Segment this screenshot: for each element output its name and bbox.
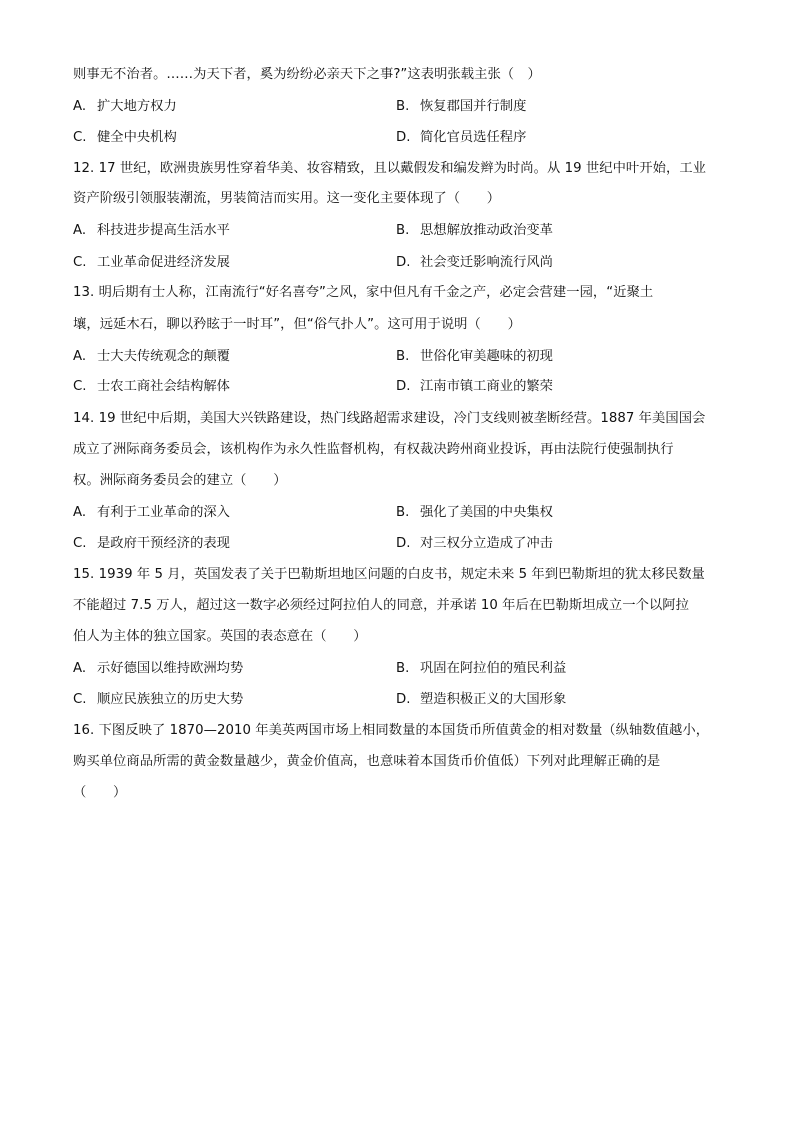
q12-stem-line-2: 资产阶级引领服装潮流，男装简洁而实用。这一变化主要体现了（ ） xyxy=(73,191,501,206)
option-letter: C. xyxy=(73,536,87,551)
option-letter: B. xyxy=(396,99,410,114)
option-text: 工业革命促进经济发展 xyxy=(97,255,230,270)
option-letter: C. xyxy=(73,379,87,394)
option-text: 强化了美国的中央集权 xyxy=(420,505,553,520)
option-letter: D. xyxy=(396,692,411,707)
q12-option-d[interactable] xyxy=(396,253,553,273)
q15-stem-line-3: 伯人为主体的独立国家。英国的表态意在（ ） xyxy=(73,629,367,644)
q14-stem-line-2: 成立了洲际商务委员会，该机构作为永久性监督机构，有权裁决跨州商业投诉，再由法院行使强制执行 xyxy=(73,442,674,457)
q14-option-a[interactable] xyxy=(73,503,230,523)
q13-option-d[interactable] xyxy=(396,377,553,397)
q14-option-d[interactable] xyxy=(396,534,553,554)
q11-options-row-1 xyxy=(73,97,723,117)
q12-option-b[interactable] xyxy=(396,221,553,241)
q13-option-a[interactable] xyxy=(73,347,230,367)
q15-stem-line-2: 不能超过 7.5 万人，超过这一数字必须经过阿拉伯人的同意，并承诺 10 年后在巴勒斯坦成立一个以阿拉 xyxy=(73,598,689,613)
q14-option-b[interactable] xyxy=(396,503,553,523)
option-letter: C. xyxy=(73,130,87,145)
option-text: 有利于工业革命的深入 xyxy=(97,505,230,520)
q14-options-row-1 xyxy=(73,503,723,523)
option-text: 士农工商社会结构解体 xyxy=(97,379,230,394)
q11-option-c[interactable] xyxy=(73,128,177,148)
q15-option-a[interactable] xyxy=(73,659,243,679)
q11-stem-continuation: 则事无不治者。……为天下者，奚为纷纷必亲天下之事?”这表明张载主张（ ） xyxy=(73,67,541,82)
q16-stem-line-3: （ ） xyxy=(73,785,127,800)
q13-stem-line-1: 13. 明后期有士人称，江南流行“好名喜夸”之风，家中但凡有千金之产，必定会营建一园，“近聚土 xyxy=(73,285,654,300)
option-text: 健全中央机构 xyxy=(97,130,177,145)
option-text: 是政府干预经济的表现 xyxy=(97,536,230,551)
q15-options-row-1 xyxy=(73,659,723,679)
q15-option-d[interactable] xyxy=(396,690,566,710)
q13-option-c[interactable] xyxy=(73,377,230,397)
option-text: 江南市镇工商业的繁荣 xyxy=(420,379,553,394)
q14-stem-line-1: 14. 19 世纪中后期，美国大兴铁路建设，热门线路超需求建设，冷门支线则被垄断经营。1887 年美国国会 xyxy=(73,411,706,426)
option-text: 思想解放推动政治变革 xyxy=(420,223,553,238)
option-letter: C. xyxy=(73,255,87,270)
option-text: 对三权分立造成了冲击 xyxy=(420,536,553,551)
q11-option-b[interactable] xyxy=(396,97,526,117)
q11-option-a[interactable] xyxy=(73,97,177,117)
option-text: 扩大地方权力 xyxy=(97,99,177,114)
q15-stem-line-1: 15. 1939 年 5 月，英国发表了关于巴勒斯坦地区问题的白皮书，规定未来 5 年到巴勒斯坦的犹太移民数量 xyxy=(73,567,705,582)
option-letter: A. xyxy=(73,661,87,676)
q14-stem-line-3: 权。洲际商务委员会的建立（ ） xyxy=(73,473,287,488)
q12-option-c[interactable] xyxy=(73,253,230,273)
q13-options-row-2 xyxy=(73,377,723,397)
option-letter: D. xyxy=(396,130,411,145)
option-letter: A. xyxy=(73,99,87,114)
q12-option-a[interactable] xyxy=(73,221,230,241)
option-letter: B. xyxy=(396,505,410,520)
option-letter: B. xyxy=(396,223,410,238)
option-letter: D. xyxy=(396,379,411,394)
option-text: 示好德国以维持欧洲均势 xyxy=(97,661,244,676)
option-text: 简化官员选任程序 xyxy=(420,130,527,145)
q15-option-b[interactable] xyxy=(396,659,566,679)
option-letter: A. xyxy=(73,223,87,238)
option-text: 士大夫传统观念的颠覆 xyxy=(97,349,230,364)
q12-stem-line-1: 12. 17 世纪，欧洲贵族男性穿着华美、妆容精致，且以戴假发和编发辫为时尚。从 19 世纪中叶开始，工业 xyxy=(73,161,707,176)
option-letter: A. xyxy=(73,349,87,364)
option-letter: D. xyxy=(396,255,411,270)
option-text: 塑造积极正义的大国形象 xyxy=(420,692,567,707)
option-text: 世俗化审美趣味的初现 xyxy=(420,349,553,364)
option-text: 巩固在阿拉伯的殖民利益 xyxy=(420,661,567,676)
q15-options-row-2 xyxy=(73,690,723,710)
q11-options-row-2 xyxy=(73,128,723,148)
q14-options-row-2 xyxy=(73,534,723,554)
q11-option-d[interactable] xyxy=(396,128,526,148)
q15-option-c[interactable] xyxy=(73,690,243,710)
option-letter: A. xyxy=(73,505,87,520)
q16-stem-line-2: 购买单位商品所需的黄金数量越少，黄金价值高，也意味着本国货币价值低）下列对此理解正确的是 xyxy=(73,754,661,769)
option-text: 社会变迁影响流行风尚 xyxy=(420,255,553,270)
option-text: 恢复郡国并行制度 xyxy=(420,99,527,114)
option-letter: B. xyxy=(396,349,410,364)
q14-option-c[interactable] xyxy=(73,534,230,554)
option-letter: C. xyxy=(73,692,87,707)
option-text: 科技进步提高生活水平 xyxy=(97,223,230,238)
q12-options-row-2 xyxy=(73,253,723,273)
q13-option-b[interactable] xyxy=(396,347,553,367)
option-text: 顺应民族独立的历史大势 xyxy=(97,692,244,707)
q12-options-row-1 xyxy=(73,221,723,241)
option-letter: D. xyxy=(396,536,411,551)
q13-options-row-1 xyxy=(73,347,723,367)
q16-stem-line-1: 16. 下图反映了 1870—2010 年美英两国市场上相同数量的本国货币所值黄金的相对数量（纵轴数值越小， xyxy=(73,723,710,738)
option-letter: B. xyxy=(396,661,410,676)
q13-stem-line-2: 壤，远延木石，聊以矜眩于一时耳”，但“俗气扑人”。这可用于说明（ ） xyxy=(73,317,521,332)
